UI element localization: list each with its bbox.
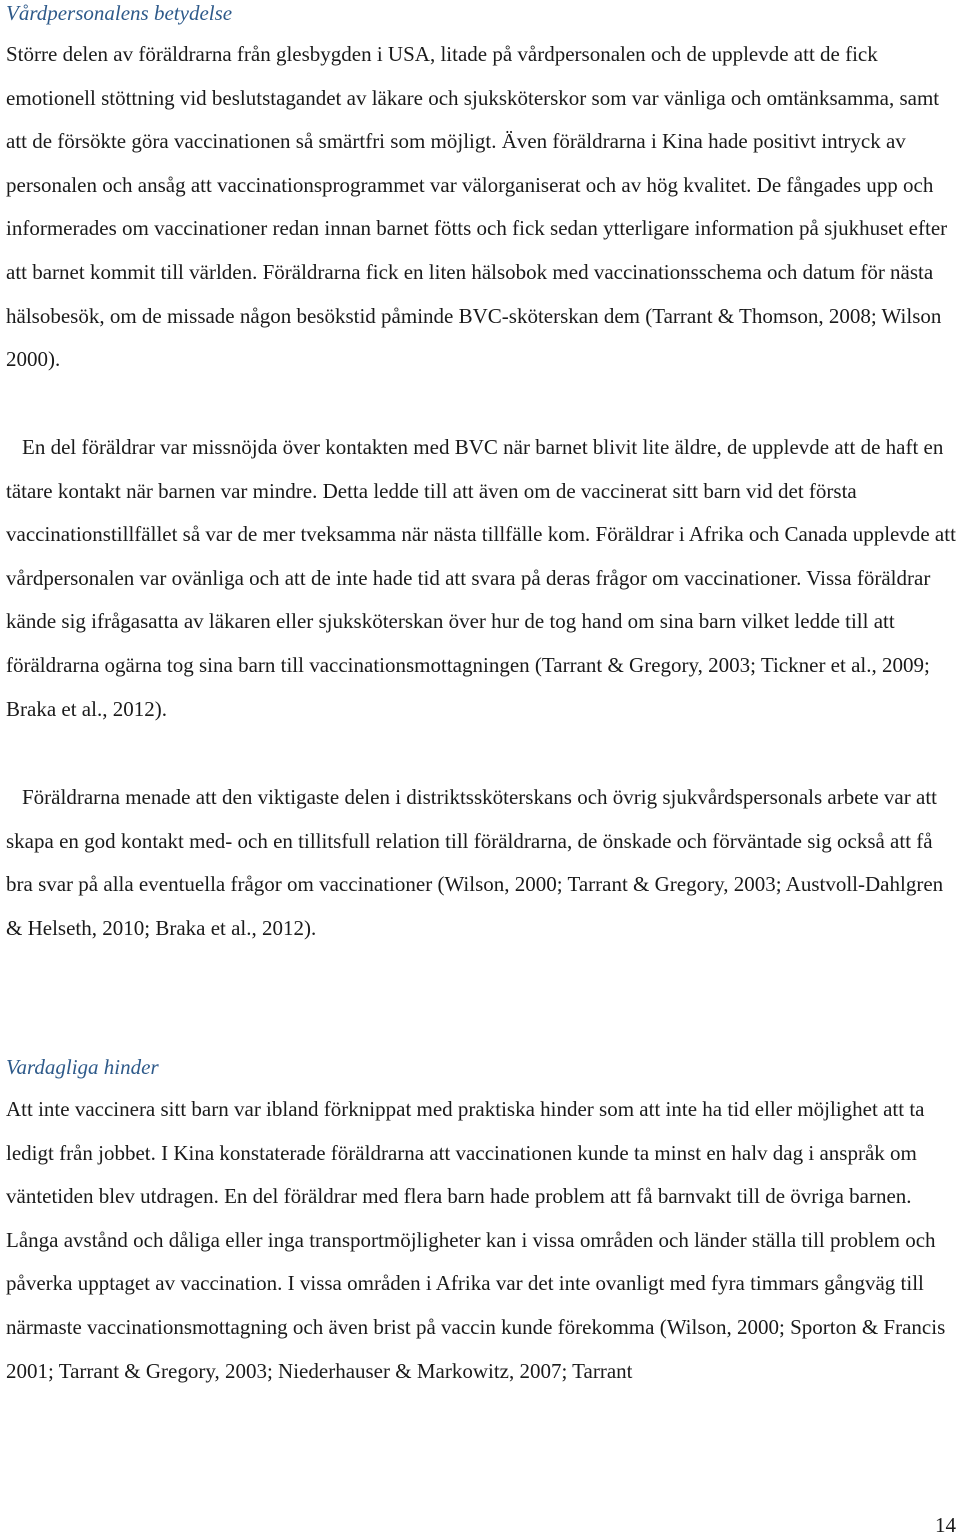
- paragraph-4: Att inte vaccinera sitt barn var ibland förknippat med praktiska hinder som att inte ha tid eller möjlighet att ta ledigt från jobbet. I Kina konstaterade föräldrarna att vaccinationen kunde ta minst en halv dag i anspråk om väntetiden blev utdragen. En del föräldrar med flera barn hade problem att få barnvakt till de övriga barnen. Långa avstånd och dåliga eller inga transportmöjligheter kan i vissa områden och länder ställa till problem och påverka upptaget av vaccination. I vissa områden i Afrika var det inte ovanligt med fyra timmars gångväg till närmaste vaccinationsmottagning och även brist på vaccin kunde förekomma (Wilson, 2000; Sporton & Francis 2001; Tarrant & Gregory, 2003; Niederhauser & Markowitz, 2007; Tarrant: [6, 1097, 946, 1383]
- section-heading-vardpersonalens-betydelse: Vårdpersonalens betydelse: [6, 1, 233, 25]
- paragraph-2: En del föräldrar var missnöjda över kontakten med BVC när barnet blivit lite äldre, de upplevde att de haft en tätare kontakt när barnen var mindre. Detta ledde till att även om de vaccinerat sitt barn vid det första vaccinationstillfället så var de mer tveksamma när nästa tillfälle kom. Föräldrar i Afrika och Canada upplevde att vårdpersonalen var ovänliga och att de inte hade tid att svara på deras frågor om vaccinationer. Vissa föräldrar kände sig ifrågasatta av läkaren eller sjuksköterskan över hur de tog hand om sina barn vilket ledde till att föräldrarna ogärna tog sina barn till vaccinationsmottagningen (Tarrant & Gregory, 2003; Tickner et al., 2009; Braka et al., 2012).: [6, 435, 956, 721]
- page-number: 14: [935, 1513, 956, 1537]
- section-heading-vardagliga-hinder: Vardagliga hinder: [6, 1055, 159, 1079]
- paragraph-3: Föräldrarna menade att den viktigaste delen i distriktssköterskans och övrig sjukvårdspersonals arbete var att skapa en god kontakt med- och en tillitsfull relation till föräldrarna, de önskade och förväntade sig också att få bra svar på alla eventuella frågor om vaccinationer (Wilson, 2000; Tarrant & Gregory, 2003; Austvoll-Dahlgren & Helseth, 2010; Braka et al., 2012).: [6, 785, 944, 940]
- paragraph-1: Större delen av föräldrarna från glesbygden i USA, litade på vårdpersonalen och de upplevde att de fick emotionell stöttning vid beslutstagandet av läkare och sjuksköterskor som var vänliga och omtänksamma, samt att de försökte göra vaccinationen så smärtfri som möjligt. Även föräldrarna i Kina hade positivt intryck av personalen och ansåg att vaccinationsprogrammet var välorganiserat och av hög kvalitet. De fångades upp och informerades om vaccinationer redan innan barnet fötts och fick sedan ytterligare information på sjukhuset efter att barnet kommit till världen. Föräldrarna fick en liten hälsobok med vaccinationsschema och datum för nästa hälsobesök, om de missade någon besökstid påminde BVC-sköterskan dem (Tarrant & Thomson, 2008; Wilson 2000).: [6, 42, 948, 372]
